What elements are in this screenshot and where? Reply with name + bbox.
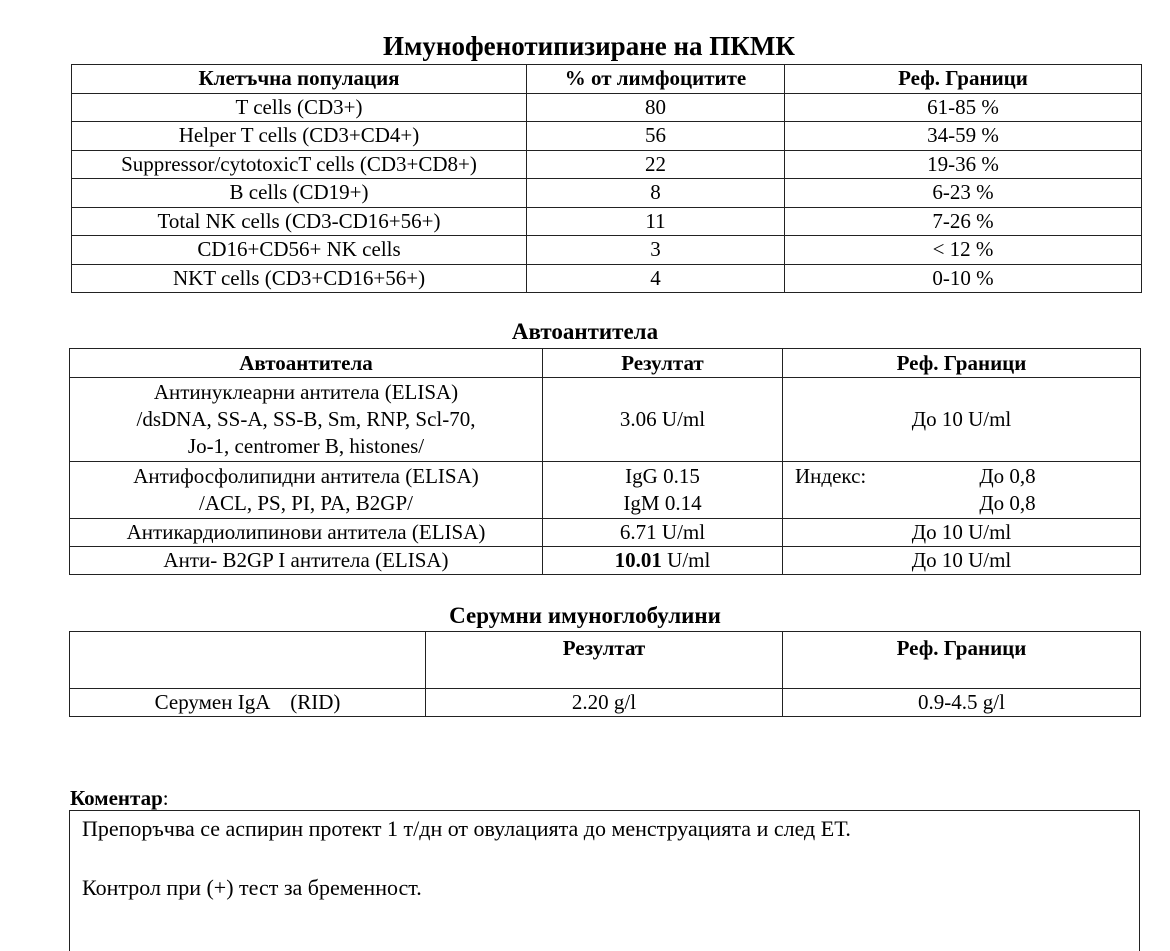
- cell-reference: < 12 %: [785, 236, 1142, 265]
- table-row: [70, 378, 1141, 462]
- column-header: Клетъчна популация: [72, 65, 527, 94]
- result-line: IgM 0.14: [623, 491, 702, 515]
- antibody-name-line: Антинуклеарни антитела (ELISA): [153, 380, 459, 404]
- comment-line: Контрол при (+) тест за бременност.: [82, 875, 422, 900]
- cell-reference: 19-36 %: [785, 150, 1142, 179]
- cell-population: Total NK cells (CD3-CD16+56+): [72, 207, 527, 236]
- table-row: [70, 462, 1141, 519]
- index-label: Индекс:: [795, 464, 867, 488]
- reference-line: До 0,8: [979, 491, 1036, 515]
- result-line: IgG 0.15: [625, 464, 700, 488]
- cell-percent: 22: [527, 150, 785, 179]
- table-row: [72, 93, 1142, 122]
- result-unit: U/ml: [661, 548, 711, 572]
- cell-reference: До 10 U/ml: [783, 519, 1141, 547]
- table-row: [72, 264, 1142, 293]
- cell-percent: 4: [527, 264, 785, 293]
- table-row: [72, 150, 1142, 179]
- cell-population: NKT cells (CD3+CD16+56+): [72, 264, 527, 293]
- column-header: Реф. Граници: [785, 65, 1142, 94]
- cell-result: [543, 462, 783, 519]
- cell-percent: 8: [527, 179, 785, 208]
- cell-reference: 6-23 %: [785, 179, 1142, 208]
- antibody-name-line: Jo-1, centromer B, histones/: [187, 434, 425, 458]
- column-header: Реф. Граници: [783, 349, 1141, 378]
- cell-antibody-name: [70, 378, 543, 462]
- cell-antibody-name: Антикардиолипинови антитела (ELISA): [70, 519, 543, 547]
- cell-reference: 7-26 %: [785, 207, 1142, 236]
- result-value-bold: 10.01: [614, 548, 662, 572]
- cell-reference: 34-59 %: [785, 122, 1142, 151]
- cell-reference: [783, 462, 1141, 519]
- table-row: [70, 689, 1141, 717]
- antibody-name-line: /dsDNA, SS-A, SS-B, Sm, RNP, Scl-70,: [136, 407, 476, 431]
- antibody-name-line: Антифосфолипидни антитела (ELISA): [133, 464, 479, 488]
- antibody-name-line: /ACL, PS, PI, PA, B2GP/: [199, 491, 413, 515]
- cell-population: B cells (CD19+): [72, 179, 527, 208]
- section-title-immunoglobulins: Серумни имуноглобулини: [449, 603, 721, 628]
- cell-test-name: Серумен IgA (RID): [70, 689, 426, 717]
- cell-reference: 61-85 %: [785, 93, 1142, 122]
- cell-reference: До 10 U/ml: [783, 547, 1141, 575]
- section-title-autoantibodies: Автоантитела: [511, 319, 659, 344]
- cell-reference: 0-10 %: [785, 264, 1142, 293]
- cell-result: 6.71 U/ml: [543, 519, 783, 547]
- table-row: [70, 547, 1141, 575]
- table-header-row: [70, 349, 1141, 378]
- column-header: Резултат: [426, 632, 783, 689]
- column-header: Реф. Граници: [783, 632, 1141, 689]
- column-header: Автоантитела: [70, 349, 543, 378]
- cell-result: 3.06 U/ml: [543, 378, 783, 462]
- table-header-row: [70, 632, 1141, 689]
- immunoglobulins-table: [69, 631, 1141, 717]
- comment-label: Коментар:: [70, 786, 169, 810]
- table-row: [72, 122, 1142, 151]
- cell-percent: 56: [527, 122, 785, 151]
- cell-antibody-name: Анти- B2GP I антитела (ELISA): [70, 547, 543, 575]
- cell-population: T cells (CD3+): [72, 93, 527, 122]
- cell-percent: 3: [527, 236, 785, 265]
- cell-population: Suppressor/cytotoxicT cells (CD3+CD8+): [72, 150, 527, 179]
- table-row: [72, 207, 1142, 236]
- cell-antibody-name: [70, 462, 543, 519]
- cell-result: [543, 547, 783, 575]
- comment-box: [69, 810, 1140, 951]
- cell-reference: 0.9-4.5 g/l: [783, 689, 1141, 717]
- cell-result: 2.20 g/l: [426, 689, 783, 717]
- cell-percent: 80: [527, 93, 785, 122]
- column-header: % от лимфоцитите: [527, 65, 785, 94]
- reference-line: До 0,8: [979, 464, 1036, 488]
- cell-reference: До 10 U/ml: [783, 378, 1141, 462]
- immunophenotyping-table: [71, 64, 1142, 293]
- cell-population: Helper T cells (CD3+CD4+): [72, 122, 527, 151]
- table-header-row: [72, 65, 1142, 94]
- cell-population: CD16+CD56+ NK cells: [72, 236, 527, 265]
- table-row: [70, 519, 1141, 547]
- autoantibodies-table: [69, 348, 1141, 575]
- column-header: Резултат: [543, 349, 783, 378]
- cell-percent: 11: [527, 207, 785, 236]
- table-row: [72, 236, 1142, 265]
- section-title-immunophenotyping: Имунофенотипизиране на ПКМК: [383, 31, 795, 61]
- comment-line: Препоръчва се аспирин протект 1 т/дн от овулацията до менструацията и след ЕТ.: [82, 816, 851, 841]
- table-row: [72, 179, 1142, 208]
- column-header: [70, 632, 426, 689]
